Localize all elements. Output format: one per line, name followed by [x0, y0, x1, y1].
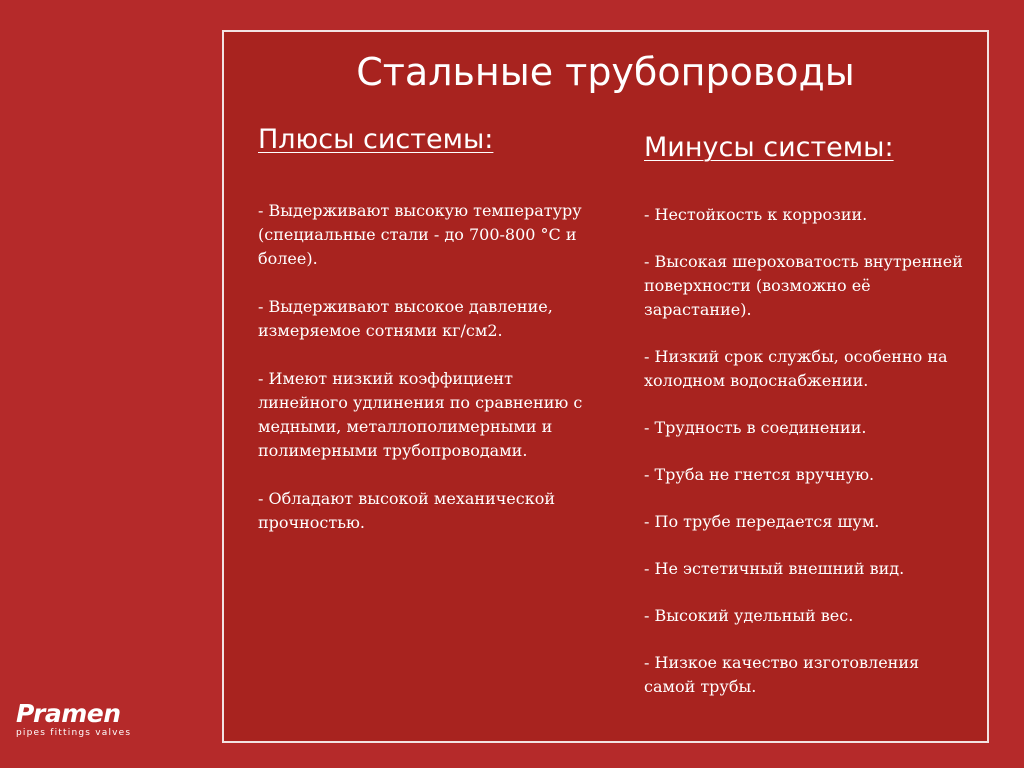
- pros-item: - Выдерживают высокое давление, измеряемое сотнями кг/см2.: [258, 297, 553, 340]
- slide-title: Стальные трубопроводы: [356, 50, 855, 94]
- content-panel: [222, 30, 989, 743]
- pros-item: - Выдерживают высокую температуру (специальные стали - до 700-800 °С и более).: [258, 201, 582, 268]
- cons-item: - Высокий удельный вес.: [644, 606, 854, 625]
- cons-item: - Высокая шероховатость внутренней поверхности (возможно её зарастание).: [644, 252, 963, 319]
- cons-item: - Труба не гнется вручную.: [644, 465, 875, 484]
- cons-item: - Нестойкость к коррозии.: [644, 205, 868, 224]
- pros-column: [258, 124, 588, 559]
- cons-item: - Низкое качество изготовления самой трубы.: [644, 653, 920, 696]
- cons-item: - По трубе передается шум.: [644, 512, 880, 531]
- pros-list: [258, 199, 588, 535]
- cons-heading: Минусы системы:: [644, 132, 894, 163]
- logo-tagline: pipes fittings valves: [16, 728, 132, 738]
- pros-item: - Имеют низкий коэффициент линейного удлинения по сравнению с медными, металлополимерными и полимерными трубопроводами.: [258, 369, 583, 460]
- pros-item: - Обладают высокой механической прочностью.: [258, 489, 556, 532]
- cons-item: - Не эстетичный внешний вид.: [644, 559, 905, 578]
- cons-column: [644, 124, 964, 722]
- logo-wordmark: Pramen: [16, 699, 121, 728]
- cons-item: - Трудность в соединении.: [644, 418, 867, 437]
- cons-item: - Низкий срок службы, особенно на холодном водоснабжении.: [644, 347, 948, 390]
- cons-list: [644, 203, 964, 699]
- pros-heading: Плюсы системы:: [258, 124, 494, 155]
- pramen-logo: [16, 700, 141, 738]
